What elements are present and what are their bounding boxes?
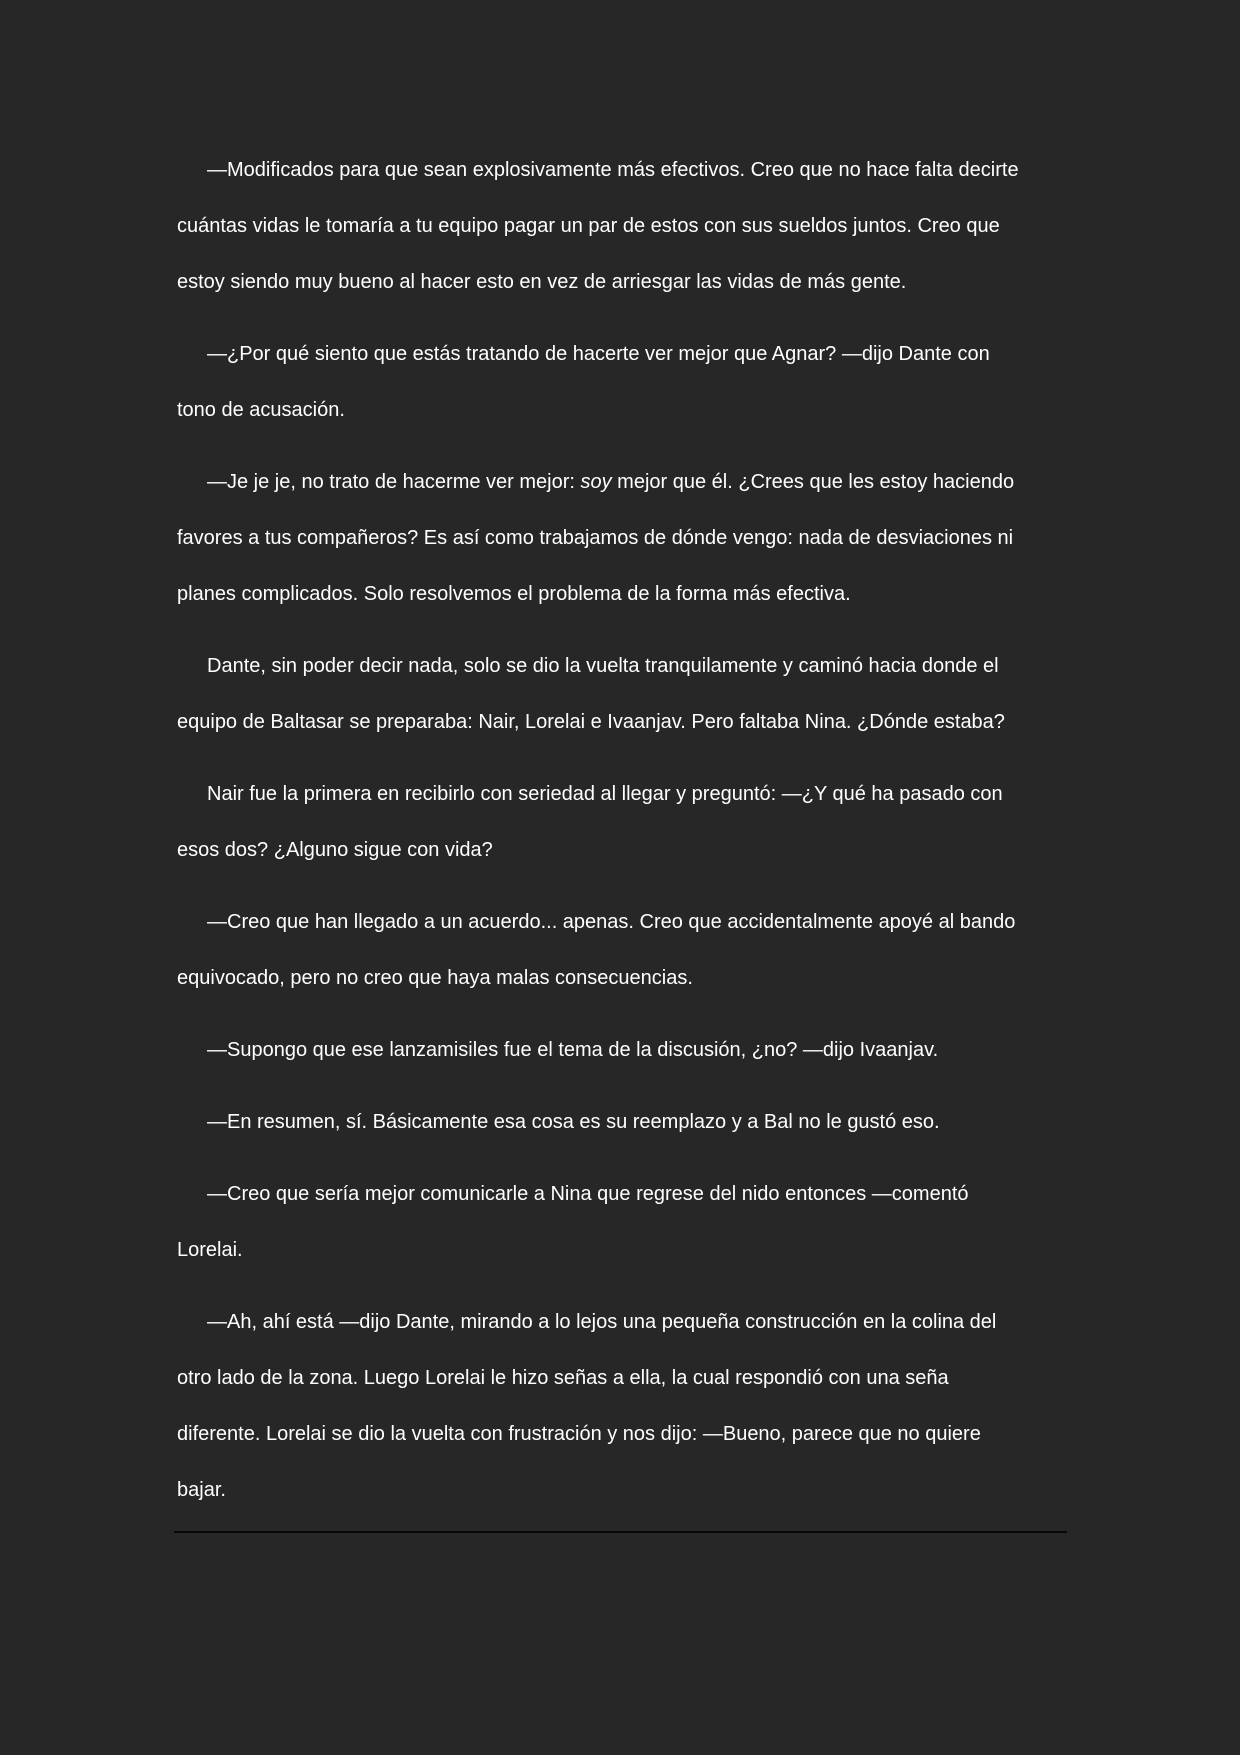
paragraph-line: —Ah, ahí está —dijo Dante, mirando a lo lejos una pequeña construcción en la colina del [207,1311,997,1333]
paragraph-6 [177,894,1062,1006]
paragraph-line: —Supongo que ese lanzamisiles fue el tema de la discusión, ¿no? —dijo Ivaanjav. [207,1039,939,1061]
paragraph-5 [177,766,1062,878]
paragraph-line: tono de acusación. [177,399,345,421]
emphasized-word: soy [580,471,612,493]
paragraph-line: —Creo que sería mejor comunicarle a Nina que regrese del nido entonces —comentó [207,1183,969,1205]
paragraph-line: Dante, sin poder decir nada, solo se dio la vuelta tranquilamente y caminó hacia donde el [207,655,999,677]
paragraph-line: cuántas vidas le tomaría a tu equipo pagar un par de estos con sus sueldos juntos. Creo que [177,215,1000,237]
paragraph-3 [177,454,1062,622]
paragraph-line: equivocado, pero no creo que haya malas consecuencias. [177,967,693,989]
paragraph-line: Lorelai. [177,1239,243,1261]
paragraph-4 [177,638,1062,750]
paragraph-line: esos dos? ¿Alguno sigue con vida? [177,839,493,861]
paragraph-2 [177,326,1062,438]
document-body [177,142,1062,1534]
line-text: mejor que él. ¿Crees que les estoy haciendo [611,471,1015,493]
paragraph-line: diferente. Lorelai se dio la vuelta con frustración y nos dijo: —Bueno, parece que no quiere [177,1423,981,1445]
paragraph-line: estoy siendo muy bueno al hacer esto en vez de arriesgar las vidas de más gente. [177,271,907,293]
paragraph-line: —Modificados para que sean explosivamente más efectivos. Creo que no hace falta decirte [207,159,1019,181]
paragraph-line: equipo de Baltasar se preparaba: Nair, Lorelai e Ivaanjav. Pero faltaba Nina. ¿Dónde estaba? [177,711,1005,733]
paragraph-line: planes complicados. Solo resolvemos el problema de la forma más efectiva. [177,583,851,605]
paragraph-9 [177,1166,1062,1278]
paragraph-8 [177,1094,1062,1150]
paragraph-line: bajar. [177,1479,226,1501]
paragraph-1 [177,142,1062,310]
paragraph-line: —En resumen, sí. Básicamente esa cosa es su reemplazo y a Bal no le gustó eso. [207,1111,940,1133]
paragraph-10 [177,1294,1062,1518]
paragraph-line: —Creo que han llegado a un acuerdo... apenas. Creo que accidentalmente apoyé al bando [207,911,1016,933]
paragraph-line: —¿Por qué siento que estás tratando de hacerte ver mejor que Agnar? —dijo Dante con [207,343,990,365]
paragraph-line: Nair fue la primera en recibirlo con seriedad al llegar y preguntó: —¿Y qué ha pasado con [207,783,1003,805]
line-text: —Je je je, no trato de hacerme ver mejor: [207,471,581,493]
paragraph-line: favores a tus compañeros? Es así como trabajamos de dónde vengo: nada de desviaciones ni [177,527,1014,549]
paragraph-7 [177,1022,1062,1078]
footnote-separator [174,1531,1067,1533]
paragraph-line: otro lado de la zona. Luego Lorelai le hizo señas a ella, la cual respondió con una seña [177,1367,949,1389]
paragraph-line [177,454,1062,510]
